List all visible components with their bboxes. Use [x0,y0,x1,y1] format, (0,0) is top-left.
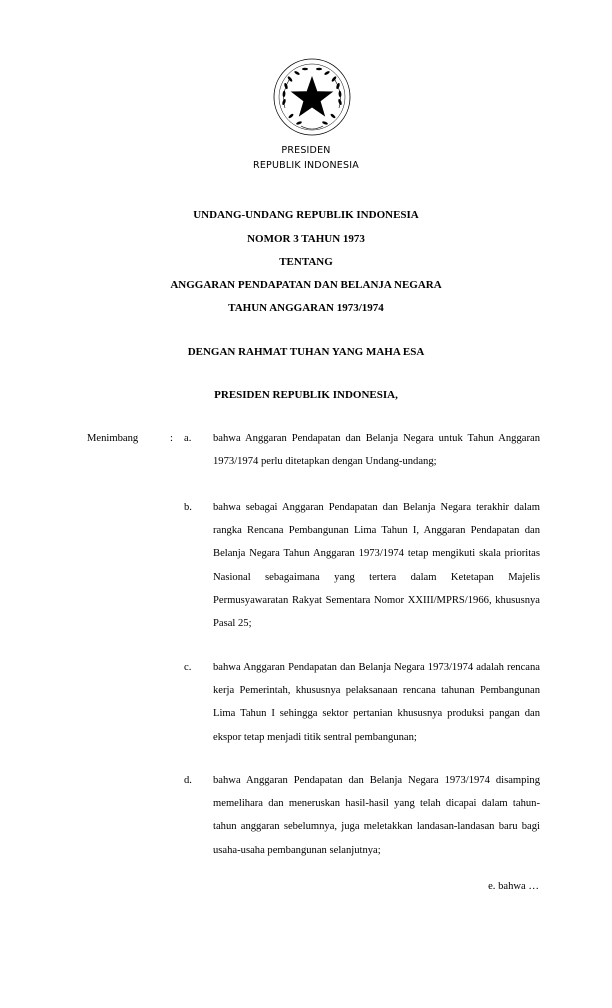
law-title: UNDANG-UNDANG REPUBLIK INDONESIA [193,209,419,221]
considering-colon: : [170,433,173,444]
item-text: bahwa sebagai Anggaran Pendapatan dan Belanja Negara terakhir dalam rangka Rencana Pembangunan Lima Tahun I, Anggaran Pendapatan dan Belanja Negara Tahun Anggaran 1973/1974 tetap mengikuti skala prioritas Nasional sebagaimana yang tertera dalam Ketetapan Majelis Permusyawaratan Rakyat Sementara Nomor XXIII/MPRS/1966, khususnya Pasal 25; [213,502,540,630]
item-letter: b. [184,502,192,513]
item-text: bahwa Anggaran Pendapatan dan Belanja Negara 1973/1974 disamping memelihara dan meneruskan hasil-hasil yang telah dicapai dalam tahun-tahun anggaran sebelumnya, juga meletakkan landasan-landasan baru bagi usaha-usaha pembangunan selanjutnya; [213,775,540,856]
continuation-marker: e. bahwa … [488,881,539,892]
grace-formula: DENGAN RAHMAT TUHAN YANG MAHA ESA [187,346,425,358]
law-about: TENTANG [279,256,333,268]
item-text: bahwa Anggaran Pendapatan dan Belanja Negara untuk Tahun Anggaran 1973/1974 perlu ditetapkan dengan Undang-undang; [213,433,540,468]
garuda-emblem-icon [271,56,353,138]
item-letter: a. [184,433,192,444]
item-letter: c. [184,662,192,673]
office-line-1: PRESIDEN [281,145,331,156]
president-heading: PRESIDEN REPUBLIK INDONESIA, [214,389,398,401]
item-letter: d. [184,775,192,786]
item-text: bahwa Anggaran Pendapatan dan Belanja Negara 1973/1974 adalah rencana kerja Pemerintah, khususnya pelaksanaan rencana tahunan Pembangunan Lima Tahun I sehingga sektor pertanian khususnya produksi pangan dan ekspor tetap menjadi titik sentral pembangunan; [213,662,540,743]
considering-label: Menimbang [87,433,139,444]
law-subject: ANGGARAN PENDAPATAN DAN BELANJA NEGARA [170,279,442,291]
office-line-2: REPUBLIK INDONESIA [253,160,359,171]
law-number: NOMOR 3 TAHUN 1973 [247,233,365,245]
law-fiscal-year: TAHUN ANGGARAN 1973/1974 [228,302,384,314]
